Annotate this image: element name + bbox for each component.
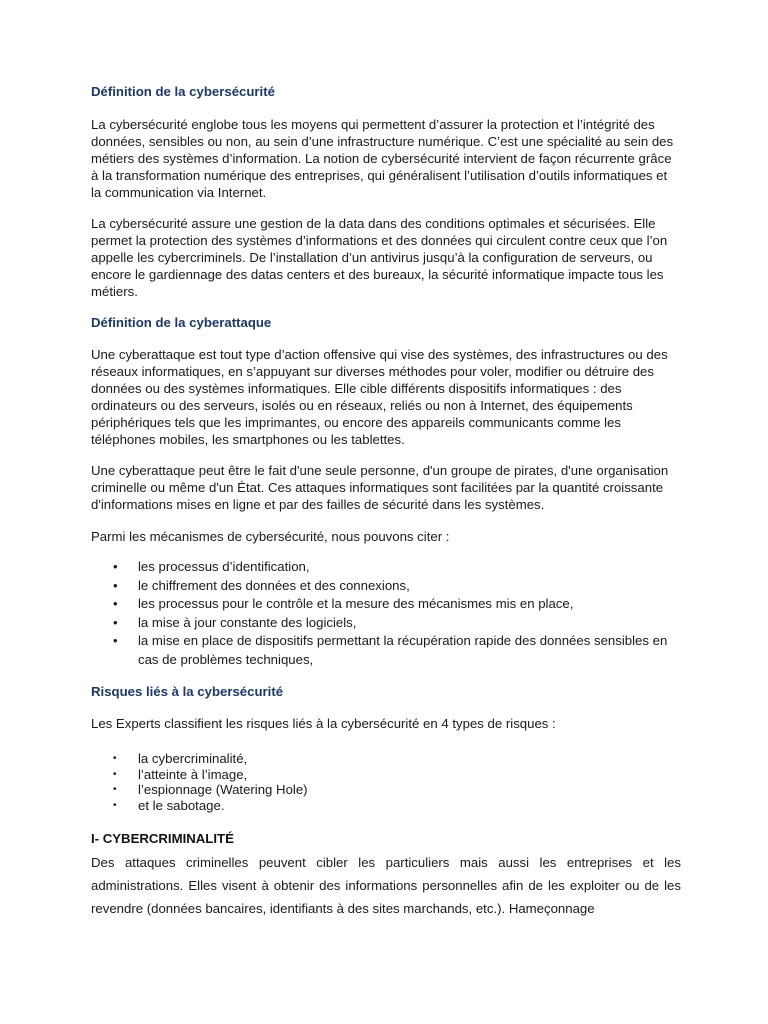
list-item: • l’atteinte à l’image, [113,766,248,782]
bullet-icon: • [113,784,117,795]
paragraph-2: La cybersécurité assure une gestion de la data dans des conditions optimales et sécurisées. Elle permet la protection des systèmes d’informations et des données qui circulent contre ceux que l’on appelle les cybercriminels. De l’installation d’un antivirus jusqu’à la configuration de serveurs, ou encore le gardiennage des datas centers et des bureaux, la sécurité informatique impacte tous les métiers. [91,216,668,299]
bullet-icon: • [113,596,118,611]
list-item: • l’espionnage (Watering Hole) [113,782,308,797]
bullet-icon: • [113,799,117,811]
list-item: • la cybercriminalité, [113,751,248,766]
heading-cybercriminalite: I- CYBERCRIMINALITÉ [91,831,234,846]
list-item: • les processus pour le contrôle et la mesure des mécanismes mis en place, [91,595,681,614]
bullet-icon: • [113,577,118,593]
heading-risques: Risques liés à la cybersécurité [91,684,284,699]
list-item: • la mise à jour constante des logiciels, [91,614,681,633]
paragraph-6: Les Experts classifient les risques liés à la cybersécurité en 4 types de risques : [91,716,556,731]
list-item: • la mise en place de dispositifs permettant la récupération rapide des données sensibles en cas de problèmes techniques, [113,633,668,667]
paragraph-1: La cybersécurité englobe tous les moyens qui permettent d’assurer la protection et l’intégrité des données, sensibles ou non, au sein d’une infrastructure numérique. C’est une spécialité au sein des métiers des systèmes d’information. La notion de cybersécurité intervient de façon récurrente grâce à la transformation numérique des entreprises, qui généralisent l’utilisation d’outils informatiques et la communication via Internet. [91,117,674,200]
bullet-icon: • [113,753,117,764]
risks-list [91,751,681,813]
list-item: • le chiffrement des données et des connexions, [91,577,681,596]
bullet-icon: • [113,614,118,630]
document-content [91,84,681,920]
bullet-icon: • [113,559,118,574]
mechanisms-list [91,558,681,669]
heading-definition-cybersecurite: Définition de la cybersécurité [91,84,275,99]
bullet-icon: • [113,768,117,780]
paragraph-5: Parmi les mécanismes de cybersécurité, nous pouvons citer : [91,529,450,544]
paragraph-3: Une cyberattaque est tout type d’action offensive qui vise des systèmes, des infrastructures ou des réseaux informatiques, en s’appuyant sur diverses méthodes pour voler, modifier ou détruire des données ou des systèmes informatiques. Elle cible différents dispositifs informatiques : des ordinateurs ou des serveurs, isolés ou en réseaux, reliés ou non à Internet, des équipements périphériques tels que les imprimantes, ou encore des appareils communicants comme les téléphones mobiles, les smartphones ou les tablettes. [91,347,668,447]
list-item: • les processus d’identification, [91,558,681,577]
paragraph-7: Des attaques criminelles peuvent cibler les particuliers mais aussi les entreprises et les administrations. Elles visent à obtenir des informations personnelles afin de les exploiter ou de les revendre (données bancaires, identifiants à des sites marchands, etc.). Hameçonnage [91,855,681,916]
bullet-icon: • [113,633,118,648]
heading-definition-cyberattaque: Définition de la cyberattaque [91,315,272,330]
paragraph-4: Une cyberattaque peut être le fait d'une seule personne, d'un groupe de pirates, d'une organisation criminelle ou même d'un État. Ces attaques informatiques sont facilitées par la quantité croissante d'informations mises en ligne et par des failles de sécurité dans les systèmes. [91,463,669,512]
list-item: • et le sabotage. [113,797,225,813]
